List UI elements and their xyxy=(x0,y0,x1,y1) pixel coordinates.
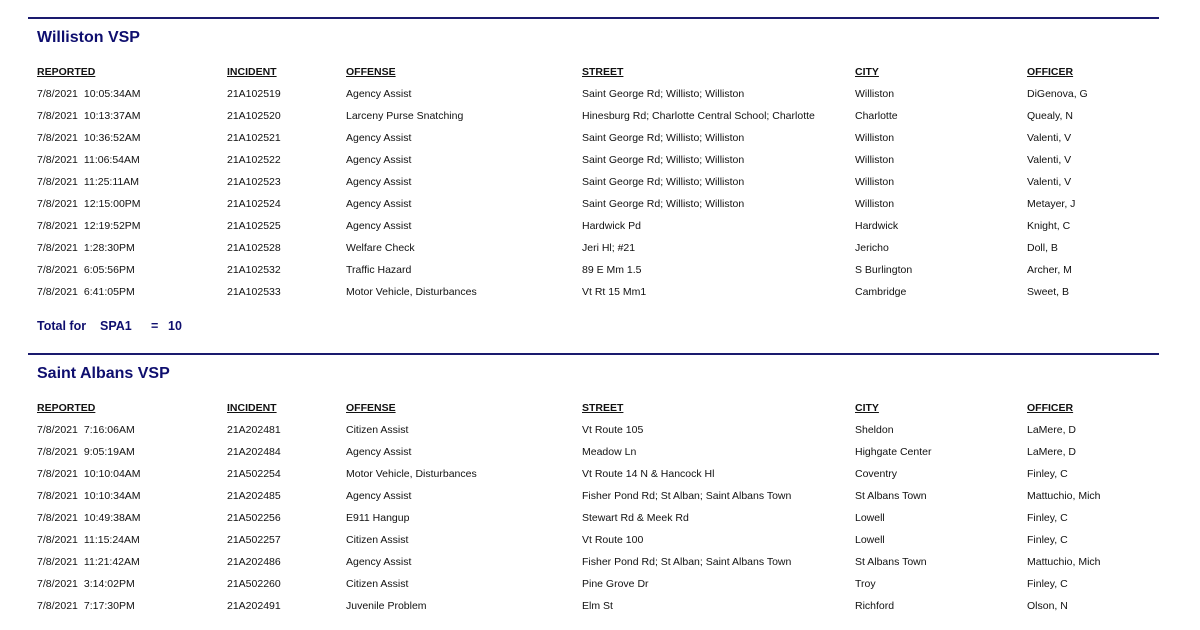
city-cell: Hardwick xyxy=(855,220,899,232)
table-row xyxy=(0,468,1200,482)
reported-date: 7/8/2021 xyxy=(37,176,78,188)
street-cell: Saint George Rd; Willisto; Williston xyxy=(582,132,745,144)
offense-cell: Larceny Purse Snatching xyxy=(346,110,464,122)
total-label: Total for xyxy=(37,319,87,333)
city-cell: Williston xyxy=(855,88,895,100)
section-title: Saint Albans VSP xyxy=(37,365,170,382)
street-cell: Vt Route 105 xyxy=(582,424,644,436)
reported-cell xyxy=(37,242,135,254)
incident-cell: 21A202486 xyxy=(227,556,281,568)
street-cell: Jeri Hl; #21 xyxy=(582,242,636,254)
column-header-street: STREET xyxy=(582,402,624,414)
offense-cell: Juvenile Problem xyxy=(346,600,427,612)
incident-cell: 21A502256 xyxy=(227,512,281,524)
officer-cell: Valenti, V xyxy=(1027,132,1072,144)
reported-cell xyxy=(37,512,141,524)
incident-cell: 21A102525 xyxy=(227,220,281,232)
officer-cell: Archer, M xyxy=(1027,264,1072,276)
officer-cell: Sweet, B xyxy=(1027,286,1070,298)
incident-cell: 21A102521 xyxy=(227,132,281,144)
reported-time: 12:15:00PM xyxy=(83,198,141,210)
table-row xyxy=(0,512,1200,526)
officer-cell: Olson, N xyxy=(1027,600,1068,612)
city-cell: Cambridge xyxy=(855,286,907,298)
offense-cell: Welfare Check xyxy=(346,242,415,254)
table-row xyxy=(0,534,1200,548)
street-cell: Pine Grove Dr xyxy=(582,578,649,590)
reported-cell xyxy=(37,424,135,436)
city-cell: Lowell xyxy=(855,534,885,546)
street-cell: Meadow Ln xyxy=(582,446,637,458)
incident-cell: 21A102528 xyxy=(227,242,281,254)
incident-cell: 21A102523 xyxy=(227,176,281,188)
column-header-city: CITY xyxy=(855,66,879,78)
offense-cell: Agency Assist xyxy=(346,490,412,502)
incident-cell: 21A102522 xyxy=(227,154,281,166)
incident-cell: 21A202484 xyxy=(227,446,281,458)
reported-cell xyxy=(37,132,141,144)
reported-date: 7/8/2021 xyxy=(37,534,78,546)
column-header-street: STREET xyxy=(582,66,624,78)
reported-cell xyxy=(37,110,141,122)
city-cell: St Albans Town xyxy=(855,556,927,568)
table-row xyxy=(0,176,1200,190)
reported-time: 10:49:38AM xyxy=(83,512,141,524)
city-cell: Williston xyxy=(855,176,895,188)
city-cell: Coventry xyxy=(855,468,898,480)
officer-cell: DiGenova, G xyxy=(1027,88,1088,100)
officer-cell: Finley, C xyxy=(1027,512,1068,524)
reported-time: 10:05:34AM xyxy=(83,88,141,100)
incident-cell: 21A102524 xyxy=(227,198,281,210)
offense-cell: Agency Assist xyxy=(346,154,412,166)
reported-date: 7/8/2021 xyxy=(37,198,78,210)
reported-date: 7/8/2021 xyxy=(37,424,78,436)
street-cell: 89 E Mm 1.5 xyxy=(582,264,642,276)
officer-cell: LaMere, D xyxy=(1027,446,1077,458)
officer-cell: Finley, C xyxy=(1027,468,1068,480)
incident-cell: 21A102533 xyxy=(227,286,281,298)
officer-cell: Finley, C xyxy=(1027,534,1068,546)
table-row xyxy=(0,600,1200,614)
reported-cell xyxy=(37,468,141,480)
reported-date: 7/8/2021 xyxy=(37,286,78,298)
street-cell: Saint George Rd; Willisto; Williston xyxy=(582,198,745,210)
column-header-incident: INCIDENT xyxy=(227,66,277,78)
officer-cell: Metayer, J xyxy=(1027,198,1076,210)
reported-date: 7/8/2021 xyxy=(37,154,78,166)
street-cell: Vt Route 14 N & Hancock Hl xyxy=(582,468,715,480)
street-cell: Elm St xyxy=(582,600,613,612)
officer-cell: LaMere, D xyxy=(1027,424,1077,436)
city-cell: Sheldon xyxy=(855,424,894,436)
reported-time: 11:15:24AM xyxy=(83,534,140,546)
reported-cell xyxy=(37,176,139,188)
street-cell: Hardwick Pd xyxy=(582,220,641,232)
offense-cell: Motor Vehicle, Disturbances xyxy=(346,468,477,480)
incident-cell: 21A502260 xyxy=(227,578,281,590)
reported-time: 6:41:05PM xyxy=(83,286,135,298)
street-cell: Saint George Rd; Willisto; Williston xyxy=(582,176,745,188)
offense-cell: E911 Hangup xyxy=(346,512,410,524)
officer-cell: Finley, C xyxy=(1027,578,1068,590)
table-row xyxy=(0,556,1200,570)
officer-cell: Mattuchio, Mich xyxy=(1027,490,1101,502)
column-header-incident: INCIDENT xyxy=(227,402,277,414)
reported-date: 7/8/2021 xyxy=(37,600,78,612)
city-cell: Lowell xyxy=(855,512,885,524)
reported-time: 6:05:56PM xyxy=(83,264,135,276)
table-row xyxy=(0,154,1200,168)
table-row xyxy=(0,578,1200,592)
table-row xyxy=(0,198,1200,212)
offense-cell: Agency Assist xyxy=(346,556,412,568)
incident-cell: 21A202481 xyxy=(227,424,281,436)
offense-cell: Agency Assist xyxy=(346,132,412,144)
column-header-city: CITY xyxy=(855,402,879,414)
officer-cell: Mattuchio, Mich xyxy=(1027,556,1101,568)
reported-cell xyxy=(37,264,135,276)
table-row xyxy=(0,110,1200,124)
reported-date: 7/8/2021 xyxy=(37,512,78,524)
offense-cell: Agency Assist xyxy=(346,446,412,458)
officer-cell: Valenti, V xyxy=(1027,154,1072,166)
table-row xyxy=(0,446,1200,460)
reported-time: 10:36:52AM xyxy=(83,132,141,144)
reported-cell xyxy=(37,490,141,502)
officer-cell: Quealy, N xyxy=(1027,110,1073,122)
table-row xyxy=(0,132,1200,146)
section-divider xyxy=(28,353,1159,355)
total-code: SPA1 xyxy=(100,319,132,333)
city-cell: Richford xyxy=(855,600,895,612)
offense-cell: Agency Assist xyxy=(346,176,412,188)
incident-cell: 21A102532 xyxy=(227,264,281,276)
column-header-reported: REPORTED xyxy=(37,402,96,414)
officer-cell: Doll, B xyxy=(1027,242,1058,254)
incident-cell: 21A502257 xyxy=(227,534,281,546)
reported-cell xyxy=(37,154,140,166)
street-cell: Saint George Rd; Willisto; Williston xyxy=(582,88,745,100)
reported-cell xyxy=(37,286,135,298)
reported-date: 7/8/2021 xyxy=(37,88,78,100)
city-cell: Williston xyxy=(855,132,895,144)
reported-cell xyxy=(37,198,141,210)
column-header-reported: REPORTED xyxy=(37,66,96,78)
street-cell: Fisher Pond Rd; St Alban; Saint Albans Town xyxy=(582,490,792,502)
offense-cell: Citizen Assist xyxy=(346,424,409,436)
reported-cell xyxy=(37,220,141,232)
reported-time: 11:21:42AM xyxy=(83,556,140,568)
street-cell: Vt Route 100 xyxy=(582,534,644,546)
table-row xyxy=(0,88,1200,102)
table-row xyxy=(0,490,1200,504)
city-cell: S Burlington xyxy=(855,264,913,276)
reported-date: 7/8/2021 xyxy=(37,132,78,144)
reported-date: 7/8/2021 xyxy=(37,264,78,276)
reported-time: 7:16:06AM xyxy=(83,424,135,436)
street-cell: Stewart Rd & Meek Rd xyxy=(582,512,689,524)
street-cell: Fisher Pond Rd; St Alban; Saint Albans Town xyxy=(582,556,792,568)
offense-cell: Citizen Assist xyxy=(346,534,409,546)
table-row xyxy=(0,242,1200,256)
reported-time: 10:10:04AM xyxy=(83,468,141,480)
section-total xyxy=(0,319,1200,335)
officer-cell: Valenti, V xyxy=(1027,176,1072,188)
city-cell: Williston xyxy=(855,198,895,210)
offense-cell: Agency Assist xyxy=(346,220,412,232)
street-cell: Saint George Rd; Willisto; Williston xyxy=(582,154,745,166)
column-header-officer: OFFICER xyxy=(1027,402,1074,414)
city-cell: Highgate Center xyxy=(855,446,932,458)
offense-cell: Traffic Hazard xyxy=(346,264,412,276)
reported-cell xyxy=(37,556,140,568)
reported-date: 7/8/2021 xyxy=(37,578,78,590)
offense-cell: Agency Assist xyxy=(346,88,412,100)
reported-date: 7/8/2021 xyxy=(37,446,78,458)
reported-date: 7/8/2021 xyxy=(37,556,78,568)
reported-time: 9:05:19AM xyxy=(83,446,135,458)
street-cell: Hinesburg Rd; Charlotte Central School; Charlotte xyxy=(582,110,815,122)
reported-cell xyxy=(37,534,140,546)
city-cell: St Albans Town xyxy=(855,490,927,502)
city-cell: Jericho xyxy=(855,242,889,254)
table-row xyxy=(0,220,1200,234)
reported-date: 7/8/2021 xyxy=(37,110,78,122)
incident-cell: 21A102519 xyxy=(227,88,281,100)
reported-time: 10:10:34AM xyxy=(83,490,141,502)
reported-cell xyxy=(37,578,135,590)
city-cell: Charlotte xyxy=(855,110,898,122)
officer-cell: Knight, C xyxy=(1027,220,1071,232)
section-title: Williston VSP xyxy=(37,29,140,46)
city-cell: Williston xyxy=(855,154,895,166)
table-row xyxy=(0,286,1200,300)
offense-cell: Agency Assist xyxy=(346,198,412,210)
incident-cell: 21A102520 xyxy=(227,110,281,122)
reported-date: 7/8/2021 xyxy=(37,490,78,502)
incident-cell: 21A202491 xyxy=(227,600,281,612)
table-row xyxy=(0,424,1200,438)
total-equals: = xyxy=(151,319,159,333)
reported-time: 10:13:37AM xyxy=(83,110,141,122)
offense-cell: Motor Vehicle, Disturbances xyxy=(346,286,477,298)
section-divider xyxy=(28,17,1159,19)
reported-date: 7/8/2021 xyxy=(37,220,78,232)
reported-date: 7/8/2021 xyxy=(37,242,78,254)
reported-time: 3:14:02PM xyxy=(83,578,135,590)
offense-cell: Citizen Assist xyxy=(346,578,409,590)
reported-date: 7/8/2021 xyxy=(37,468,78,480)
column-header-offense: OFFENSE xyxy=(346,66,396,78)
reported-cell xyxy=(37,600,135,612)
table-row xyxy=(0,264,1200,278)
street-cell: Vt Rt 15 Mm1 xyxy=(582,286,647,298)
reported-cell xyxy=(37,446,135,458)
city-cell: Troy xyxy=(855,578,876,590)
reported-time: 7:17:30PM xyxy=(83,600,135,612)
reported-time: 1:28:30PM xyxy=(83,242,135,254)
incident-cell: 21A202485 xyxy=(227,490,281,502)
column-header-officer: OFFICER xyxy=(1027,66,1074,78)
column-header-offense: OFFENSE xyxy=(346,402,396,414)
total-count: 10 xyxy=(168,319,182,333)
reported-time: 12:19:52PM xyxy=(83,220,141,232)
reported-time: 11:06:54AM xyxy=(83,154,140,166)
incident-cell: 21A502254 xyxy=(227,468,281,480)
reported-cell xyxy=(37,88,141,100)
reported-time: 11:25:11AM xyxy=(83,176,139,188)
